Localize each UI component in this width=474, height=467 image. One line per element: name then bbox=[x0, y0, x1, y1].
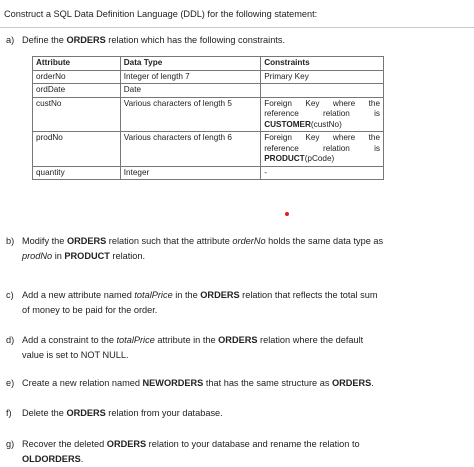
question-b-text: Modify the ORDERS relation such that the attribute orderNo holds the same data type as prodNo in PRODUCT relation. bbox=[22, 236, 384, 261]
question-a bbox=[6, 33, 286, 48]
question-e-label: e) bbox=[6, 378, 15, 388]
question-e-text: Create a new relation named NEWORDERS that has the same structure as ORDERS. bbox=[22, 378, 374, 388]
heading: Construct a SQL Data Definition Language (DDL) for the following statement: bbox=[4, 9, 318, 19]
question-g bbox=[6, 437, 360, 464]
cell-data-type: Various characters of length 6 bbox=[120, 132, 260, 167]
question-b bbox=[6, 234, 384, 261]
header-attribute: Attribute bbox=[33, 57, 121, 71]
cell-data-type: Various characters of length 5 bbox=[120, 97, 260, 132]
question-f-text: Delete the ORDERS relation from your database. bbox=[22, 408, 223, 418]
cell-attribute: custNo bbox=[33, 97, 121, 132]
question-c bbox=[6, 288, 378, 315]
cell-constraint bbox=[261, 84, 384, 98]
cell-data-type: Date bbox=[120, 84, 260, 98]
question-g-label: g) bbox=[6, 439, 15, 449]
question-f bbox=[6, 406, 223, 421]
cell-attribute: orderNo bbox=[33, 70, 121, 84]
cell-constraint: - bbox=[261, 166, 384, 180]
orders-constraints-table bbox=[32, 56, 384, 180]
table-header-row bbox=[33, 57, 384, 71]
cell-data-type: Integer bbox=[120, 166, 260, 180]
table-row bbox=[33, 97, 384, 132]
cell-constraint: Primary Key bbox=[261, 70, 384, 84]
cell-attribute: prodNo bbox=[33, 132, 121, 167]
cell-data-type: Integer of length 7 bbox=[120, 70, 260, 84]
question-e bbox=[6, 376, 374, 391]
question-d-label: d) bbox=[6, 335, 15, 345]
question-c-text: Add a new attribute named totalPrice in the ORDERS relation that reflects the total sum of money to be paid for the order. bbox=[22, 290, 378, 315]
question-a-label: a) bbox=[6, 35, 15, 45]
question-d bbox=[6, 333, 364, 360]
cell-constraint: Foreign Key where the reference relation is PRODUCT(pCode) bbox=[261, 132, 384, 167]
question-f-label: f) bbox=[6, 408, 12, 418]
table-row bbox=[33, 166, 384, 180]
cell-constraint: Foreign Key where the reference relation is CUSTOMER(custNo) bbox=[261, 97, 384, 132]
header-constraints: Constraints bbox=[261, 57, 384, 71]
red-dot-mark bbox=[285, 212, 289, 216]
table-row bbox=[33, 132, 384, 167]
question-a-text: Define the ORDERS relation which has the following constraints. bbox=[22, 35, 286, 45]
table-row bbox=[33, 70, 384, 84]
question-c-label: c) bbox=[6, 290, 14, 300]
heading-divider bbox=[0, 27, 474, 28]
header-data-type: Data Type bbox=[120, 57, 260, 71]
question-g-text: Recover the deleted ORDERS relation to your database and rename the relation to OLDORDERS. bbox=[22, 439, 360, 464]
question-b-label: b) bbox=[6, 236, 15, 246]
question-d-text: Add a constraint to the totalPrice attribute in the ORDERS relation where the default value is set to NOT NULL. bbox=[22, 335, 364, 360]
table-row bbox=[33, 84, 384, 98]
cell-attribute: quantity bbox=[33, 166, 121, 180]
cell-attribute: ordDate bbox=[33, 84, 121, 98]
